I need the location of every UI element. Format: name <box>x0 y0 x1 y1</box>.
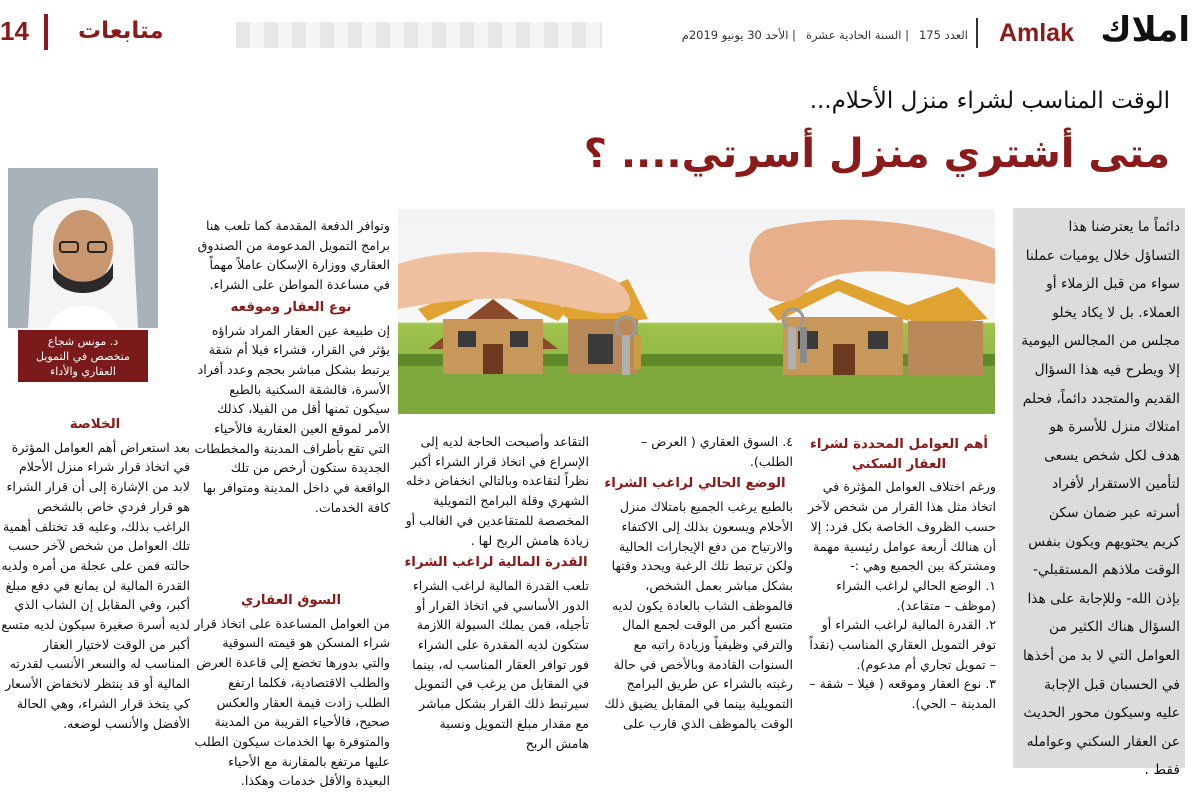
page-number: 14 <box>0 16 29 46</box>
author-photo <box>8 168 158 328</box>
list-item: ٢. القدرة المالية لراغب الشراء أو توفر التمويل العقاري المناسب (نقداً – تمويل تجاري أم مدعوم). <box>809 617 996 672</box>
author-name: د. مونس شجاع <box>47 335 119 348</box>
section-heading: نوع العقار وموقعه <box>230 299 352 315</box>
issue-year: السنة الحادية عشرة <box>805 28 902 42</box>
section-heading: السوق العقاري <box>240 593 342 608</box>
paragraph: بعد استعراض أهم العوامل المؤثرة في اتخاذ قرار شراء منزل الأحلام لابد من الإشارة إلى أن قرار الشراء هو قرار فردي خاص بالشخص الراغب بذلك، وعليه قد تختلف أهمية تلك العوامل من شخص لآخر حسب حالته فمن على عجلة من أمره ولديه القدرة المالية لن يمانع في دفع مبلغ أكبر، وفي المقابل إن الشاب الذي لديه أسرة صغيرة سيكون لديه متسع أكبر من الوقت لاختيار العقار المناسب له والسعر الأنسب لقدرته المالية أو قد ينتظر لانخفاض الأسعار كي يتخذ قرار الشراء، وهي الحالة الأفضل والأنسب لوضعه. <box>1 439 190 731</box>
brand-name: Amlak <box>998 19 1074 47</box>
section-heading: أهم العوامل المحددة لشراء العقار السكني <box>810 437 988 472</box>
paragraph: تلعب القدرة المالية لراغب الشراء الدور الأساسي في اتخاذ القرار أو تأجيله، فمن يملك السيولة اللازمة ستكون لديه المقدرة على الشراء فور توافر العقار المناسب له، بينما في المقابل من يرغب في التمويل سيرتبط ذلك القرار بشكل مباشر مع مقدار مبلغ التمويل ونسبة هامش الربح <box>412 577 589 751</box>
article-headline: متى أشتري منزل أسرتي.... ؟ <box>583 131 1170 177</box>
houses-keys-illustration <box>398 209 995 414</box>
section-title: متابعات <box>78 18 164 44</box>
issue-number: العدد 175 <box>918 28 968 42</box>
paragraph: التقاعد وأصبحت الحاجة لديه إلى الإسراع في اتخاذ قرار الشراء أكبر نظراً لتقاعده وبالتالي انخفاض دخله الشهري وقلة البرامج التمويلية المخصصة للمتقاعدين في الغالب أو زيادة هامش الربح لها . <box>405 434 589 548</box>
section-divider <box>44 14 48 50</box>
section-heading: الخلاصة <box>69 417 121 432</box>
intro-text: دائماً ما يعترضنا هذا التساؤل خلال يوميات عملنا سواء من قبل الزملاء أو العملاء. بل لا يكاد يخلو مجلس من المجالس اليومية إلا ويطرح فيه هذا السؤال القديم والمتجدد دائماً، فحلم امتلاك منزل للأسرة هو هدف لكل شخص يسعى لتأمين الاستقرار لأفراد أسرته عبر ضمان سكن كريم يحتويهم ويكون بنفس الوقت ملاذهم المستقبلي- بإذن الله- وللإجابة على هذا السؤال هناك الكثير من العوامل التي لا بد من أخذها في الحسبان قبل الإجابة عليه وسيكون محور الحديث عن العقار السكني وعوامله فقط . <box>1021 219 1180 779</box>
header-pattern <box>236 22 602 48</box>
paragraph: وتوافر الدفعة المقدمة كما تلعب هنا برامج التمويل المدعومة من الصندوق العقاري ووزارة الإسكان عاملاً مهماً في مساعدة المواطن على الشراء. <box>197 218 390 293</box>
article-column-1 <box>802 432 996 714</box>
article-photo <box>398 209 995 414</box>
list-item: ٤. السوق العقاري ( العرض – الطلب). <box>641 434 793 469</box>
article-column-3 <box>403 432 589 753</box>
paragraph: ورغم اختلاف العوامل المؤثرة في اتخاذ مثل هذا القرار من شخص لآخر حسب الظروف الخاصة بكل فرد: إلا أن هنالك أربعة عوامل رئيسية مهمة ومشتركة بين الجميع وهي :- <box>807 479 996 574</box>
section-heading: الوضع الحالي لراغب الشراء <box>604 476 786 492</box>
article-column-2 <box>597 432 793 734</box>
author-title: متخصص في التمويل العقاري والأداء <box>36 350 130 378</box>
header-divider <box>976 18 978 48</box>
list-item: ٣. نوع العقار وموقعه ( فيلا – شقة – المدينة – الحي). <box>809 676 996 712</box>
paragraph: بالطبع يرغب الجميع بامتلاك منزل الأحلام ويسعون بذلك إلى الاكتفاء والارتياح من دفع الإيجارات الحالية ولكن ترتبط تلك الرغبة ويحدد وقتها بشكل مباشر بعمل الشخص، فالموظف الشاب بالعادة يكون لديه متسع أكبر من الوقت لجمع المال والترقي وظيفياً وزيادة راتبه مع السنوات القادمة وبالأخص في حالة رغبته بالشراء عن طريق البرامج التمويلية بينما في المقابل يضيق ذلك الوقت بالموظف الذي قارب على <box>604 499 793 731</box>
issue-date: الأحد 30 يونيو 2019م <box>681 28 789 42</box>
article-column-4-bottom <box>192 588 390 791</box>
list-item: ١. الوضع الحالي لراغب الشراء (موظف – متقاعد). <box>836 577 996 613</box>
author-caption <box>18 330 148 382</box>
paragraph: إن طبيعة عين العقار المراد شراؤه يؤثر في القرار، فشراء فيلا أم شقة يرتبط بشكل مباشر بحجم وعدد أفراد الأسرة، فالشقة السكنية بالطبع سيكون ثمنها أقل من الفيلا، كذلك الأمر لموقع العين العقارية فالأحياء التي تقع بأطراف المدينة والمخططات الجديدة ستكون أرخص من تلك الواقعة في داخل المدينة ومتوافر بها كافة الخدمات. <box>194 322 390 515</box>
author-portrait <box>8 168 158 328</box>
article-subtitle: الوقت المناسب لشراء منزل الأحلام... <box>809 88 1170 114</box>
article-column-5 <box>0 412 190 792</box>
paragraph: من العوامل المساعدة على اتخاذ قرار شراء المسكن هو قيمته السوقية والتي بدورها تخضع إلى قاعدة العرض والطلب الاقتصادية، فكلما ارتفع الطلب زادت قيمة العقار والعكس صحيح، فالأحياء القريبة من المدينة والمتوفرة بها الخدمات سيكون الطلب عليها مرتفع بالمقارنة مع الأحياء البعيدة والأقل خدمات وهكذا. <box>194 615 390 789</box>
article-column-4 <box>192 216 390 518</box>
issue-info: العدد 175| السنة الحادية عشرة| الأحد 30 يونيو 2019م <box>681 28 968 42</box>
section-heading: القدرة المالية لراغب الشراء <box>404 555 588 571</box>
newspaper-logo: املاك <box>1100 10 1190 50</box>
